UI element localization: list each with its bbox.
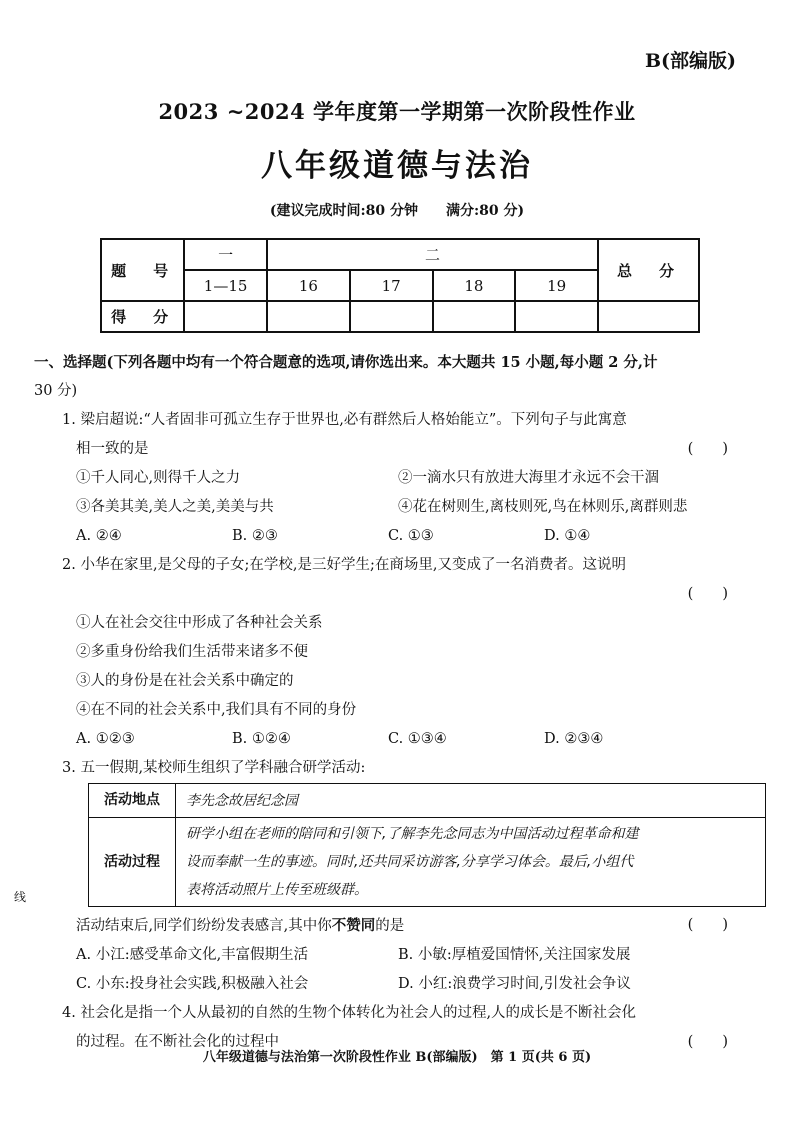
activity-process-line-3: 表将活动照片上传至班级群。 [186,882,368,898]
q1-item-3: ③各美其美,美人之美,美美与共 [76,499,274,515]
q2-choice-b[interactable]: B. ①②④ [232,731,291,747]
label-total: 总 分 [598,239,699,301]
q2-stem: 2. 小华在家里,是父母的子女;在学校,是三好学生;在商场里,又变成了一名消费者。这说明 [62,557,627,573]
q3-choices-row2 [34,970,764,999]
activity-place-value: 李先念故居纪念园 [176,784,766,818]
q3-ask-emphasis: 不赞同 [331,917,376,934]
q2-choices [34,725,764,754]
q3-ask [34,911,764,941]
section-heading: 一、选择题(下列各题中均有一个符合题意的选项,请你选出来。本大题共 15 小题,每小题 2 分,计 [34,354,658,371]
q3-ask-post: 的是 [375,918,405,934]
part-one-header: 一 [184,239,267,270]
binding-margin-mark: 线 [14,890,27,904]
col-16: 16 [267,270,350,301]
questions [34,348,764,1057]
score-cell-19[interactable] [515,301,598,332]
q3-choice-d[interactable]: D. 小红:浪费学习时间,引发社会争议 [398,976,631,992]
q1-choice-b[interactable]: B. ②③ [232,528,278,544]
activity-table [88,783,766,907]
activity-process-text [176,818,766,907]
q1-answer-paren[interactable]: ( ) [687,441,728,457]
q4-answer-paren[interactable]: ( ) [687,1034,728,1050]
col-18: 18 [433,270,516,301]
edition-label: B(部编版) [644,50,736,72]
subject-title: 八年级道德与法治 [261,148,533,184]
exam-title: 2023 ~2024 学年度第一学期第一次阶段性作业 [158,99,636,124]
q2-item-1: ①人在社会交往中形成了各种社会关系 [76,615,323,631]
q3-stem: 3. 五一假期,某校师生组织了学科融合研学活动: [62,760,366,776]
q2-answer-paren[interactable]: ( ) [687,586,728,602]
q2-choice-a[interactable]: A. ①②③ [76,731,135,747]
q2-item-2: ②多重身份给我们生活带来诸多不便 [76,644,308,660]
score-cell-16[interactable] [267,301,350,332]
q3-choice-a[interactable]: A. 小江:感受革命文化,丰富假期生活 [76,947,309,963]
activity-place-label: 活动地点 [89,784,176,818]
q2-choice-d[interactable]: D. ②③④ [544,731,604,747]
score-table [100,238,700,333]
q2-paren-line [34,580,764,609]
label-question-number: 题 号 [101,239,184,301]
q1-choices [34,522,764,551]
q3-ask-pre: 活动结束后,同学们纷纷发表感言,其中你 [76,918,332,934]
q4-stem-end: 的过程。在不断社会化的过程中 [76,1034,279,1050]
q1-item-4: ④花在树则生,离枝则死,鸟在林则乐,离群则悲 [398,499,688,515]
col-17: 17 [350,270,433,301]
page-footer: 八年级道德与法治第一次阶段性作业 B(部编版) 第 1 页(共 6 页) [202,1050,592,1065]
score-cell-17[interactable] [350,301,433,332]
q1-choice-d[interactable]: D. ①④ [544,528,591,544]
q1-item-1: ①千人同心,则得千人之力 [76,470,241,486]
col-19: 19 [515,270,598,301]
q2-choice-c[interactable]: C. ①③④ [388,731,447,747]
activity-process-label: 活动过程 [89,818,176,907]
q1-stem: 1. 梁启超说:“人者固非可孤立生存于世界也,必有群然后人格始能立”。下列句子与此寓意 [62,412,627,428]
score-info: 满分:80 分) [446,203,525,219]
q3-choice-c[interactable]: C. 小东:投身社会实践,积极融入社会 [76,976,309,992]
q1-stem-end: 相一致的是 [76,441,149,457]
label-score: 得 分 [101,301,184,332]
activity-process-line-2: 设而奉献一生的事迹。同时,还共同采访游客,分享学习体会。最后,小组代 [186,854,634,870]
q1-choice-a[interactable]: A. ②④ [76,528,122,544]
q3-answer-paren[interactable]: ( ) [687,917,728,933]
q1-choice-c[interactable]: C. ①③ [388,528,434,544]
score-cell-total[interactable] [598,301,699,332]
activity-process-line-1: 研学小组在老师的陪同和引领下,了解李先念同志为中国活动过程革命和建 [186,826,639,842]
q1-items-row1 [34,464,764,493]
section-heading-cont: 30 分) [34,383,78,399]
q3-choices-row1 [34,941,764,970]
q3-choice-b[interactable]: B. 小敏:厚植爱国情怀,关注国家发展 [398,947,631,963]
part-two-header: 二 [267,239,598,270]
q4-stem: 4. 社会化是指一个人从最初的自然的生物个体转化为社会人的过程,人的成长是不断社会化 [62,1005,637,1021]
q1-stem-cont [34,435,764,464]
q1-items-row2 [34,493,764,522]
col-1-15: 1—15 [184,270,267,301]
q2-item-4: ④在不同的社会关系中,我们具有不同的身份 [76,702,357,718]
time-info: (建议完成时间:80 分钟 [269,203,418,219]
exam-info [0,200,794,220]
q1-item-2: ②一滴水只有放进大海里才永远不会干涸 [398,470,659,486]
q2-item-3: ③人的身份是在社会关系中确定的 [76,673,294,689]
score-cell-1[interactable] [184,301,267,332]
score-cell-18[interactable] [433,301,516,332]
